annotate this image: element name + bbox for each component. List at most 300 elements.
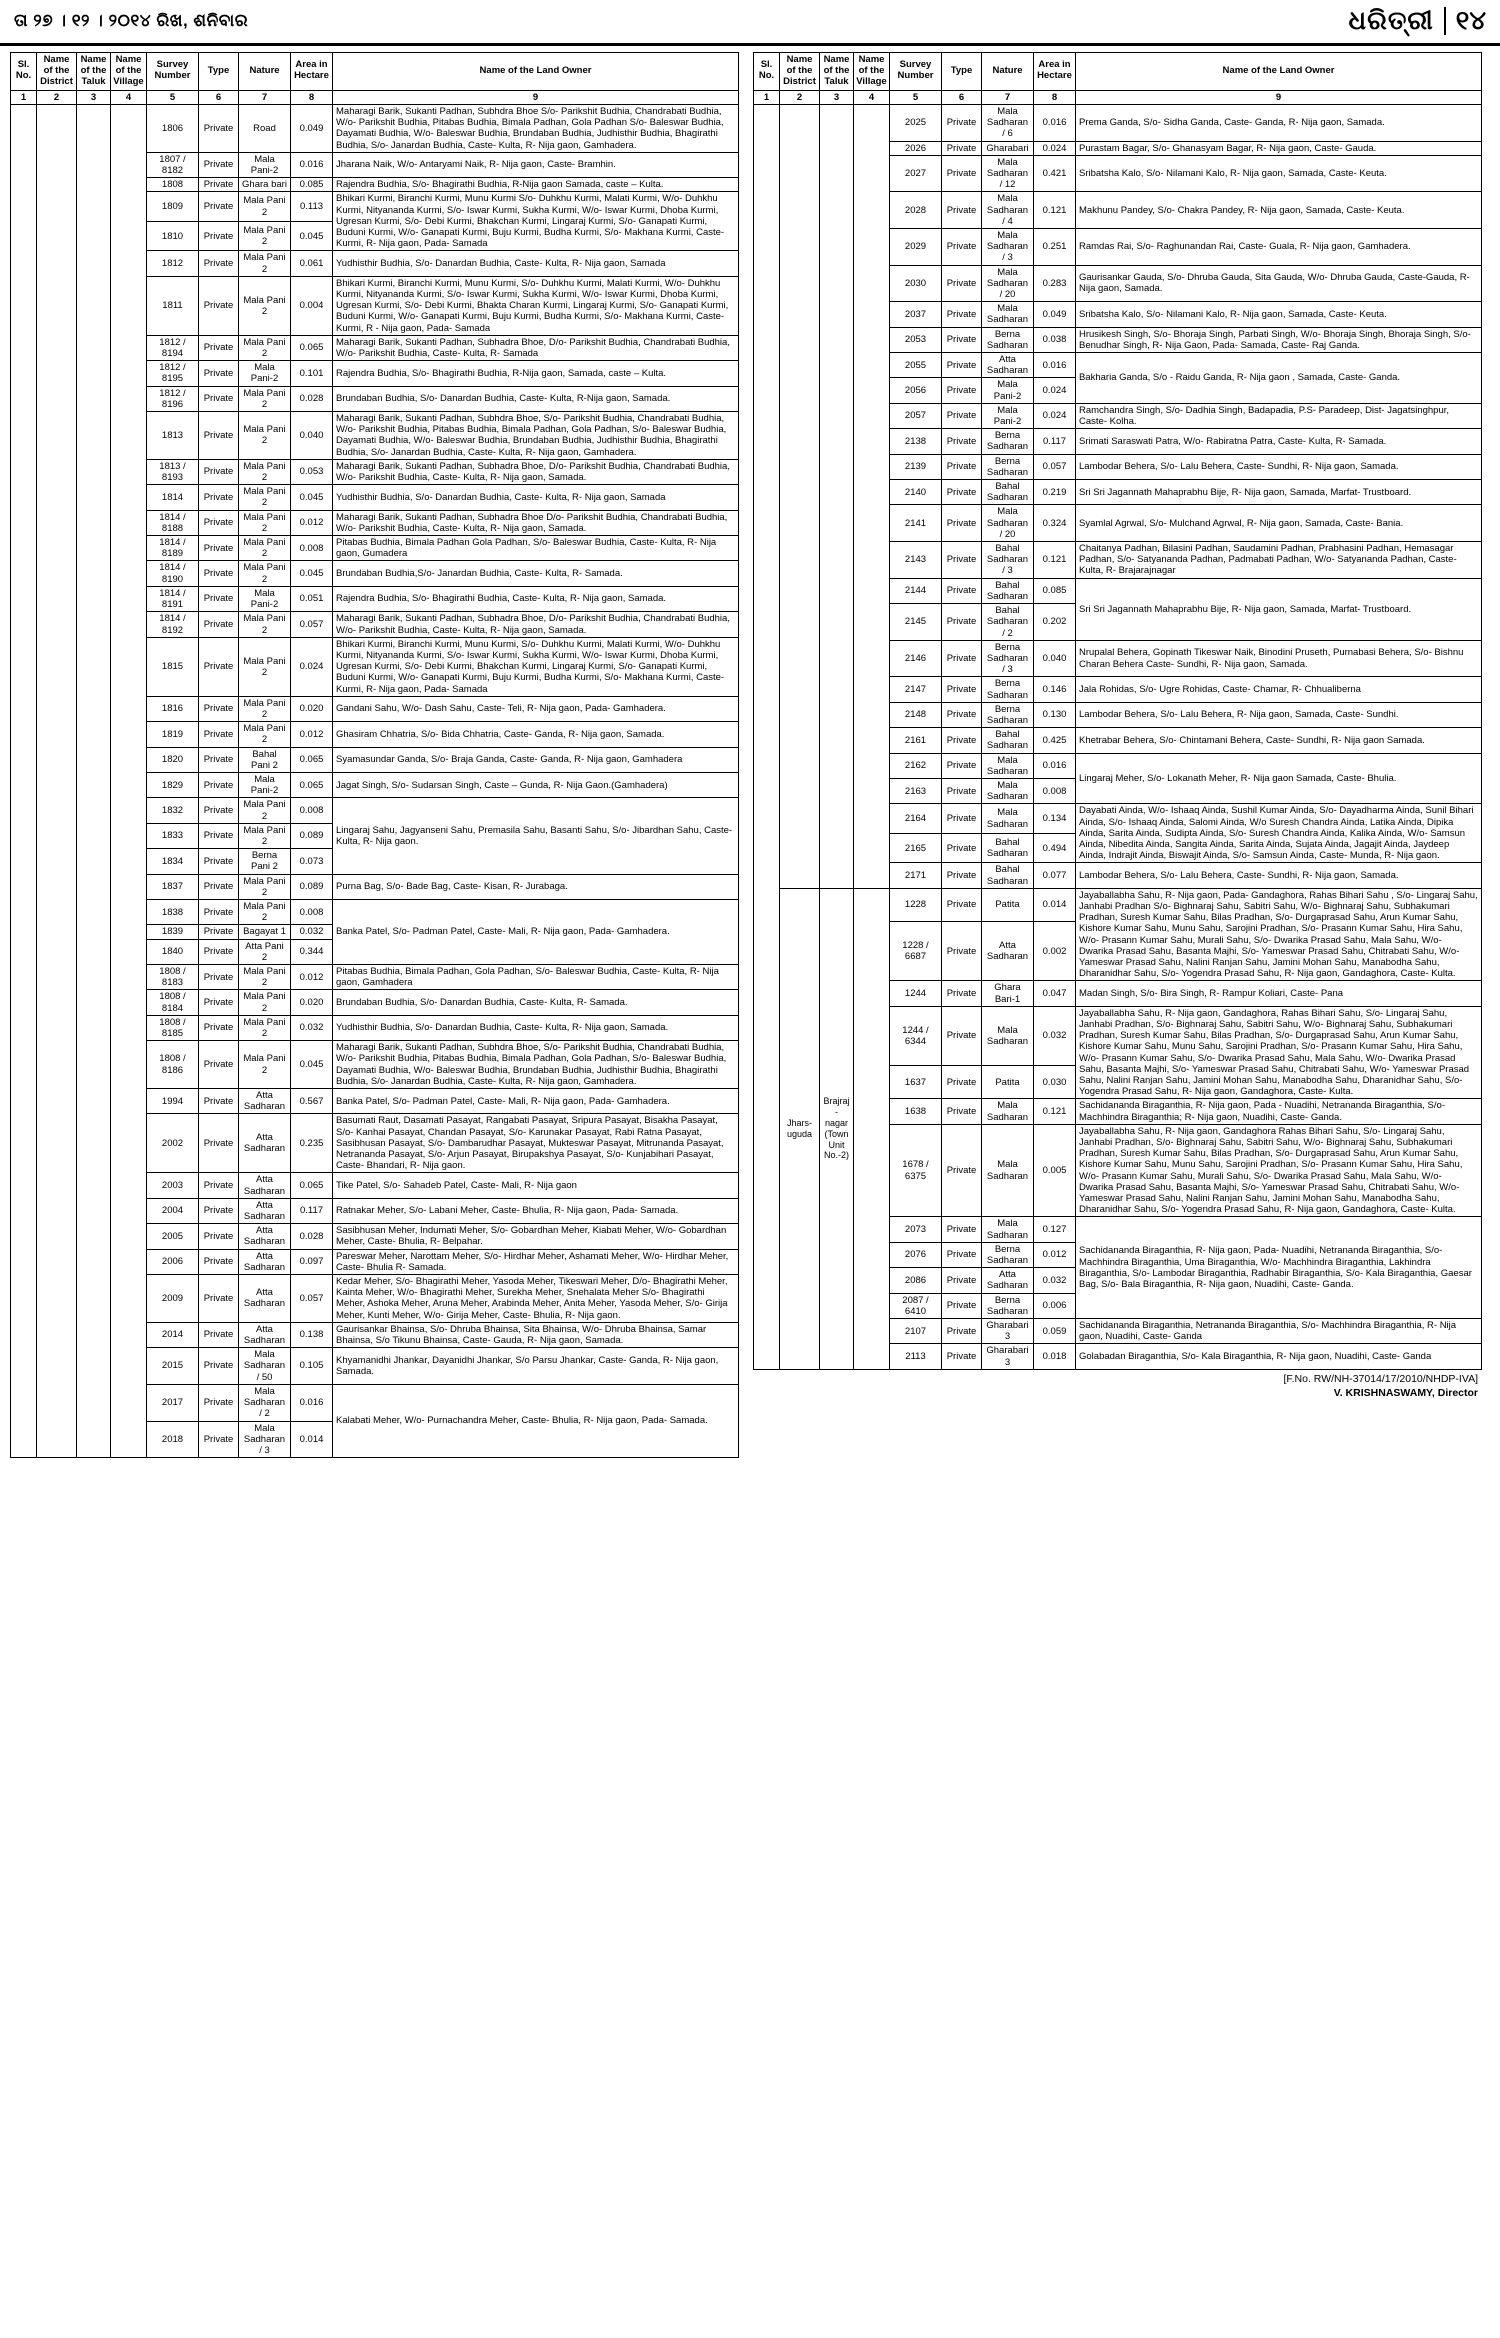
nature-cell: Bahal Sadharan / 2 [982,604,1034,641]
survey-number-cell: 1638 [890,1099,942,1124]
column-number: 6 [942,90,982,104]
area-cell: 0.065 [291,747,333,772]
type-cell: Private [942,778,982,803]
survey-number-cell: 1814 / 8189 [147,536,199,561]
survey-number-cell: 2140 [890,480,942,505]
owner-cell: Yudhisthir Budhia, S/o- Danardan Budhia, Caste- Kulta, R- Nija gaon, Samada [333,251,739,276]
taluk-cell [820,104,854,888]
type-cell: Private [199,990,239,1015]
survey-number-cell: 2171 [890,863,942,888]
owner-cell: Maharagi Barik, Sukanti Padhan, Subhadra Bhoe, D/o- Parikshit Budhia, Chandrabati Budhia, W/o- Parikshit Budhia, Caste- Kulta, R- Samada [333,335,739,360]
survey-number-cell: 1814 / 8191 [147,586,199,611]
area-cell: 0.018 [1034,1344,1076,1369]
owner-cell: Gaurisankar Gauda, S/o- Dhruba Gauda, Sita Gauda, W/o- Dhruba Gauda, Caste-Gauda, R- Nija gaon, Samada. [1076,265,1482,302]
type-cell: Private [199,536,239,561]
area-cell: 0.061 [291,251,333,276]
nature-cell: Mala Pani 2 [239,696,291,721]
column-number: 1 [754,90,780,104]
survey-number-cell: 2164 [890,804,942,834]
nature-cell: Mala Pani 2 [239,798,291,823]
survey-number-cell: 1678 / 6375 [890,1124,942,1217]
area-cell: 0.089 [291,874,333,899]
owner-cell: Rajendra Budhia, S/o- Bhagirathi Budhia, Caste- Kulta, R- Nija gaon, Samada. [333,586,739,611]
area-cell: 0.012 [291,964,333,989]
nature-cell: Road [239,104,291,152]
type-cell: Private [942,1268,982,1293]
type-cell: Private [942,604,982,641]
survey-number-cell: 2015 [147,1348,199,1385]
district-cell [780,104,820,888]
nature-cell: Gharabari [982,141,1034,155]
area-cell: 0.235 [291,1114,333,1173]
type-cell: Private [942,1066,982,1099]
table-row [754,104,1482,141]
area-cell: 0.283 [1034,265,1076,302]
survey-number-cell: 2076 [890,1242,942,1267]
type-cell: Private [199,1348,239,1385]
nature-cell: Mala Sadharan [982,804,1034,834]
area-cell: 0.024 [1034,403,1076,428]
area-cell: 0.006 [1034,1293,1076,1318]
column-number: 9 [333,90,739,104]
nature-cell: Mala Sadharan / 4 [982,192,1034,229]
survey-number-cell: 1816 [147,696,199,721]
nature-cell: Mala Sadharan [982,778,1034,803]
owner-cell: Chaitanya Padhan, Bilasini Padhan, Saudamini Padhan, Prabhasini Padhan, Hemasagar Padhan, S/o- Satyananda Padhan, Padmabati Padhan, W/o- Satyananda Padhan, Caste- Kulta, R- Brajarajnagar [1076,542,1482,579]
tables-container [0,46,1500,1458]
owner-cell: Maharagi Barik, Sukanti Padhan, Subhadra Bhoe, D/o- Parikshit Budhia, Chandrabati Budhia, W/o- Parikshit Budhia, Caste- Kulta, R- Nija gaon, Samada. [333,459,739,484]
area-cell: 0.016 [1034,104,1076,141]
masthead [0,0,1500,46]
type-cell: Private [942,921,982,980]
nature-cell: Berna Sadharan [982,429,1034,454]
area-cell: 0.024 [1034,378,1076,403]
area-cell: 0.059 [1034,1319,1076,1344]
nature-cell: Berna Sadharan [982,1293,1034,1318]
column-header: Type [942,53,982,91]
owner-cell: Jayaballabha Sahu, R- Nija gaon, Gandaghora, Rahas Bihari Sahu, S/o- Lingaraj Sahu, Janhabi Pradhan, S/o- Bighnaraj Sahu, Sabitri Sahu, W/o- Bighnaraj Sahu, Subhakumari Pradhan, Suresh Kumar Sahu, Bilas Pradhan, S/o- Durgaprasad Sahu, Arun Kumar Sahu, Kishore Kumar Sahu, Munu Sahu, Sarojini Pradhan, S/o- Prasann Kumar Sahu, Hira Sahu, W/o- Prasann Kumar Sahu, S/o- Dwarika Prasad Sahu, Mala Sahu, W/o- Dwarika Prasad Sahu, Basanta Majhi, S/o- Yameswar Prasad Sahu, Chitrabati Sahu, W/o- Yameswar Prasad Sahu, Nalini Ranjan Sahu, Jamini Mohan Sahu, Manabodha Sahu, Dharanidhar Sahu, S/o- Yogendra Prasad Sahu, R- Nija gaon, Gandaghora, Caste- Kulta. [1076,1006,1482,1099]
newspaper-logo: ଧରିତ୍ରୀ [1348,5,1434,35]
type-cell: Private [942,403,982,428]
type-cell: Private [942,578,982,603]
column-number: 2 [780,90,820,104]
area-cell: 0.020 [291,696,333,721]
survey-number-cell: 2163 [890,778,942,803]
survey-number-cell: 1814 / 8192 [147,612,199,637]
survey-number-cell: 1812 / 8195 [147,361,199,386]
area-cell: 0.251 [1034,229,1076,266]
area-cell: 0.045 [291,561,333,586]
nature-cell: Atta Pani 2 [239,939,291,964]
type-cell: Private [942,702,982,727]
nature-cell: Ghara Bari-1 [982,981,1034,1006]
survey-number-cell: 2004 [147,1198,199,1223]
survey-number-cell: 2143 [890,542,942,579]
column-header: Survey Number [147,53,199,91]
type-cell: Private [199,722,239,747]
nature-cell: Berna Sadharan [982,327,1034,352]
area-cell: 0.028 [291,1224,333,1249]
owner-cell: Jala Rohidas, S/o- Ugre Rohidas, Caste- Chamar, R- Chhualiberna [1076,677,1482,702]
area-cell: 0.121 [1034,192,1076,229]
column-number: 4 [854,90,890,104]
area-cell: 0.038 [1034,327,1076,352]
column-header: Sl. No. [754,53,780,91]
nature-cell: Mala Pani 2 [239,1041,291,1089]
nature-cell: Mala Pani 2 [239,386,291,411]
type-cell: Private [199,459,239,484]
nature-cell: Mala Pani 2 [239,874,291,899]
type-cell: Private [942,229,982,266]
type-cell: Private [942,454,982,479]
area-cell: 0.121 [1034,1099,1076,1124]
owner-cell: Jayaballabha Sahu, R- Nija gaon, Gandaghora Rahas Bihari Sahu, S/o- Lingaraj Sahu, Janhabi Pradhan, S/o- Bighnaraj Sahu, Sabitri Sahu, W/o- Bighnaraj Sahu, Subhakumari Pradhan, Suresh Kumar Sahu, Bilas Pradhan, S/o- Durgaprasad Sahu, Arun Kumar Sahu, Kishore Kumar Sahu, Munu Sahu, Sarojini Pradhan, S/o- Prasann Kumar Sahu, Hira Sahu, W/o- Prasann Kumar Sahu, Murali Sahu, S/o- Dwarika Prasad Sahu, Mala Sahu, W/o- Dwarika Prasad Sahu, Basanta Majhi, S/o- Yameswar Prasad Sahu, Chitrabati Sahu, W/o- Yameswar Prasad Sahu, Nalini Ranjan Sahu, Jamini Mohan Sahu, Manabodha Sahu, Dharanidhar Sahu, S/o- Yogendra Prasad Sahu, R- Nija gaon, Gandaghora, Caste- Kulta. [1076,1124,1482,1217]
type-cell: Private [199,1275,239,1323]
owner-cell: Purna Bag, S/o- Bade Bag, Caste- Kisan, R- Jurabaga. [333,874,739,899]
nature-cell: Mala Sadharan [982,753,1034,778]
type-cell: Private [199,964,239,989]
right-column [753,52,1482,1400]
owner-cell: Pitabas Budhia, Bimala Padhan Gola Padhan, S/o- Baleswar Budhia, Caste- Kulta, R- Nija gaon, Gumadera [333,536,739,561]
survey-number-cell: 1813 / 8193 [147,459,199,484]
area-cell: 0.077 [1034,863,1076,888]
masthead-brand-block [1349,5,1486,37]
type-cell: Private [199,798,239,823]
survey-number-cell: 2037 [890,302,942,327]
type-cell: Private [942,863,982,888]
area-cell: 0.012 [291,510,333,535]
owner-cell: Rajendra Budhia, S/o- Bhagirathi Budhia, R-Nija gaon, Samada, caste – Kulta. [333,361,739,386]
survey-number-cell: 1809 [147,192,199,222]
owner-cell: Jagat Singh, S/o- Sudarsan Singh, Caste – Gunda, R- Nija Gaon.(Gamhadera) [333,772,739,797]
owner-cell: Sribatsha Kalo, S/o- Nilamani Kalo, R- Nija gaon, Samada, Caste- Keuta. [1076,155,1482,192]
village-cell [854,888,890,1369]
type-cell: Private [199,899,239,924]
owner-cell: Maharagi Barik, Sukanti Padhan, Subhadra Bhoe D/o- Parikshit Budhia, Chandrabati Budhia, W/o- Parikshit Budhia, Caste- Kulta, R- Nija gaon, Samada. [333,510,739,535]
nature-cell: Mala Pani-2 [239,152,291,177]
type-cell: Private [942,1319,982,1344]
area-cell: 0.045 [291,1041,333,1089]
survey-number-cell: 1808 / 8186 [147,1041,199,1089]
survey-number-cell: 2161 [890,728,942,753]
nature-cell: Berna Sadharan [982,1242,1034,1267]
nature-cell: Mala Sadharan / 20 [982,505,1034,542]
area-cell: 0.016 [1034,353,1076,378]
nature-cell: Mala Pani 2 [239,1015,291,1040]
type-cell: Private [199,1224,239,1249]
survey-number-cell: 2148 [890,702,942,727]
owner-cell: Golabadan Biraganthia, S/o- Kala Biraganthia, R- Nija gaon, Nuadihi, Caste- Ganda [1076,1344,1482,1369]
nature-cell: Mala Pani 2 [239,251,291,276]
type-cell: Private [942,1344,982,1369]
nature-cell: Mala Pani 2 [239,964,291,989]
nature-cell: Bahal Sadharan [982,863,1034,888]
owner-cell: Sribatsha Kalo, S/o- Nilamani Kalo, R- Nija gaon, Samada, Caste- Keuta. [1076,302,1482,327]
type-cell: Private [199,1015,239,1040]
type-cell: Private [942,141,982,155]
owner-cell: Lingaraj Sahu, Jagyanseni Sahu, Premasila Sahu, Basanti Sahu, S/o- Jibardhan Sahu, Caste- Kulta, R- Nija gaon. [333,798,739,874]
owner-cell: Sachidananda Biraganthia, Netrananda Biraganthia, S/o- Machhindra Biraganthia, R- Nija gaon, Nuadihi, Caste- Ganda [1076,1319,1482,1344]
survey-number-cell: 1637 [890,1066,942,1099]
column-number: 4 [111,90,147,104]
survey-number-cell: 2057 [890,403,942,428]
owner-cell: Maharagi Barik, Sukanti Padhan, Subhadra Bhoe, D/o- Parikshit Budhia, Chandrabati Budhia, W/o- Parikshit Budhia, Caste- Kulta, R- Nija gaon, Samada. [333,612,739,637]
type-cell: Private [942,1217,982,1242]
area-cell: 0.045 [291,485,333,510]
nature-cell: Mala Pani-2 [239,586,291,611]
area-cell: 0.004 [291,276,333,335]
type-cell: Private [199,152,239,177]
nature-cell: Gharabari 3 [982,1319,1034,1344]
type-cell: Private [199,1089,239,1114]
column-header: Name of the Village [111,53,147,91]
owner-cell: Kalabati Meher, W/o- Purnachandra Meher, Caste- Bhulia, R- Nija gaon, Pada- Samada. [333,1384,739,1457]
survey-number-cell: 1840 [147,939,199,964]
area-cell: 0.028 [291,386,333,411]
column-header: Name of the District [37,53,77,91]
type-cell: Private [199,1041,239,1089]
owner-cell: Sasibhusan Meher, Indumati Meher, S/o- Gobardhan Meher, Kiabati Meher, W/o- Gobardhan Meher, Caste- Bhulia, R- Belpahar. [333,1224,739,1249]
type-cell: Private [199,251,239,276]
type-cell: Private [199,1384,239,1421]
area-cell: 0.085 [1034,578,1076,603]
owner-cell: Madan Singh, S/o- Bira Singh, R- Rampur Koliari, Caste- Pana [1076,981,1482,1006]
area-cell: 0.047 [1034,981,1076,1006]
survey-number-cell: 2162 [890,753,942,778]
survey-number-cell: 2147 [890,677,942,702]
area-cell: 0.057 [291,612,333,637]
survey-number-cell: 1228 / 6687 [890,921,942,980]
column-header: Area in Hectare [1034,53,1076,91]
type-cell: Private [942,429,982,454]
type-cell: Private [199,1322,239,1347]
survey-number-cell: 1244 / 6344 [890,1006,942,1065]
area-cell: 0.121 [1034,542,1076,579]
area-cell: 0.065 [291,772,333,797]
land-owner-table-right [753,52,1482,1370]
header-row [11,53,739,91]
type-cell: Private [199,1198,239,1223]
type-cell: Private [199,1114,239,1173]
area-cell: 0.032 [1034,1268,1076,1293]
owner-cell: Kedar Meher, S/o- Bhagirathi Meher, Yasoda Meher, Tikeswari Meher, D/o- Bhagirathi Meher, Kainta Meher, W/o- Bhagirathi Meher, Surekha Meher, Snehalata Meher S/o- Bhagirathi Meher, Ashoka Meher, Aruna Meher, Arabinda Meher, Anita Meher, Yasoda Meher, S/o- Girija Meher, Kunti Meher, W/o- Girija Meher, Caste- Bhulia, R- Nija gaon. [333,1275,739,1323]
type-cell: Private [199,221,239,251]
survey-number-cell: 1812 [147,251,199,276]
survey-number-cell: 2027 [890,155,942,192]
type-cell: Private [199,1421,239,1458]
survey-number-cell: 2053 [890,327,942,352]
column-header: Name of the District [780,53,820,91]
survey-number-cell: 2146 [890,640,942,677]
owner-cell: Hrusikesh Singh, S/o- Bhoraja Singh, Parbati Singh, W/o- Bhoraja Singh, Bhoraja Singh, S/o- Benudhar Singh, R- Nija Gaon, Pada- Samada, Caste- Raj Ganda. [1076,327,1482,352]
area-cell: 0.138 [291,1322,333,1347]
survey-number-cell: 2018 [147,1421,199,1458]
column-number-row [754,90,1482,104]
nature-cell: Mala Pani 2 [239,335,291,360]
owner-cell: Sri Sri Jagannath Mahaprabhu Bije, R- Nija gaon, Samada, Marfat- Trustboard. [1076,480,1482,505]
survey-number-cell: 1820 [147,747,199,772]
area-cell: 0.494 [1034,833,1076,863]
type-cell: Private [199,747,239,772]
type-cell: Private [942,1006,982,1065]
owner-cell: Purastam Bagar, S/o- Ghanasyam Bagar, R- Nija gaon, Caste- Gauda. [1076,141,1482,155]
type-cell: Private [199,1173,239,1198]
nature-cell: Atta Sadharan [982,921,1034,980]
column-header: Nature [239,53,291,91]
nature-cell: Mala Pani-2 [982,378,1034,403]
survey-number-cell: 2014 [147,1322,199,1347]
area-cell: 0.049 [1034,302,1076,327]
column-header: Nature [982,53,1034,91]
nature-cell: Mala Sadharan / 6 [982,104,1034,141]
masthead-divider-rule [1444,7,1446,35]
nature-cell: Mala Sadharan [982,1099,1034,1124]
survey-number-cell: 2030 [890,265,942,302]
nature-cell: Berna Sadharan [982,702,1034,727]
type-cell: Private [199,104,239,152]
area-cell: 0.130 [1034,702,1076,727]
owner-cell: Brundaban Budhia, S/o- Danardan Budhia, Caste- Kulta, R-Nija gaon, Samada. [333,386,739,411]
column-header: Name of the Land Owner [333,53,739,91]
area-cell: 0.134 [1034,804,1076,834]
land-owner-table-left [10,52,739,1458]
header-row [754,53,1482,91]
column-header: Area in Hectare [291,53,333,91]
nature-cell: Bahal Pani 2 [239,747,291,772]
area-cell: 0.117 [1034,429,1076,454]
type-cell: Private [199,510,239,535]
area-cell: 0.425 [1034,728,1076,753]
owner-cell: Khetrabar Behera, S/o- Chintamani Behera, Caste- Sundhi, R- Nija gaon Samada. [1076,728,1482,753]
survey-number-cell: 1833 [147,823,199,848]
type-cell: Private [942,677,982,702]
area-cell: 0.065 [291,335,333,360]
owner-cell: Lingaraj Meher, S/o- Lokanath Meher, R- Nija gaon Samada, Caste- Bhulia. [1076,753,1482,804]
survey-number-cell: 1811 [147,276,199,335]
survey-number-cell: 2025 [890,104,942,141]
nature-cell: Atta Sadharan [239,1173,291,1198]
nature-cell: Berna Sadharan [982,677,1034,702]
survey-number-cell: 2113 [890,1344,942,1369]
area-cell: 0.146 [1034,677,1076,702]
nature-cell: Berna Sadharan / 3 [982,640,1034,677]
column-number: 6 [199,90,239,104]
district-cell: Jhars- uguda [780,888,820,1369]
nature-cell: Mala Pani 2 [239,899,291,924]
nature-cell: Ghara bari [239,178,291,192]
nature-cell: Atta Sadharan [239,1275,291,1323]
owner-cell: Brundaban Budhia, S/o- Danardan Budhia, Caste- Kulta, R- Samada. [333,990,739,1015]
nature-cell: Atta Sadharan [982,1268,1034,1293]
area-cell: 0.101 [291,361,333,386]
area-cell: 0.032 [1034,1006,1076,1065]
owner-cell: Yudhisthir Budhia, S/o- Danardan Budhia, Caste- Kulta, R- Nija gaon, Samada. [333,1015,739,1040]
type-cell: Private [942,327,982,352]
nature-cell: Mala Pani 2 [239,459,291,484]
survey-number-cell: 2107 [890,1319,942,1344]
nature-cell: Mala Sadharan / 50 [239,1348,291,1385]
column-header: Survey Number [890,53,942,91]
nature-cell: Mala Pani 2 [239,990,291,1015]
area-cell: 0.032 [291,925,333,939]
nature-cell: Mala Sadharan / 20 [982,265,1034,302]
date-line: ତା ୨୭ । ୧୨ । ୨୦୧୪ ରିଖ, ଶନିବାର [14,11,249,30]
survey-number-cell: 1808 / 8184 [147,990,199,1015]
owner-cell: Ramchandra Singh, S/o- Dadhia Singh, Badapadia, P.S- Paradeep, Dist- Jagatsinghpur, Caste- Kolha. [1076,403,1482,428]
nature-cell: Bagayat 1 [239,925,291,939]
type-cell: Private [942,353,982,378]
area-cell: 0.344 [291,939,333,964]
area-cell: 0.008 [1034,778,1076,803]
type-cell: Private [199,823,239,848]
owner-cell: Lambodar Behera, S/o- Lalu Behera, Caste- Sundhi, R- Nija gaon, Samada. [1076,454,1482,479]
owner-cell: Maharagi Barik, Sukanti Padhan, Subhdra Bhoe S/o- Parikshit Budhia, Chandrabati Budhia, W/o- Parikshit Budhia, Pitabas Budhia, Bimala Padhan, Gola Padhan S/o- Baleswar Budhia, Dayamati Budhia, W/o- Baleswar Budhia, Brundaban Budhia, Judhisthir Budhia, Bhagirathi Budhia, S/o- Janardan Budhia, Caste- Kulta, R- Nija gaon, Gamhadera. [333,104,739,152]
owner-cell: Banka Patel, S/o- Padman Patel, Caste- Mali, R- Nija gaon, Pada- Gamhadera. [333,899,739,964]
area-cell: 0.049 [291,104,333,152]
column-number: 5 [147,90,199,104]
nature-cell: Atta Sadharan [239,1322,291,1347]
survey-number-cell: 2029 [890,229,942,266]
type-cell: Private [942,1242,982,1267]
column-header: Name of the Land Owner [1076,53,1482,91]
area-cell: 0.117 [291,1198,333,1223]
owner-cell: Ratnakar Meher, S/o- Labani Meher, Caste- Bhulia, R- Nija gaon, Pada- Samada. [333,1198,739,1223]
owner-cell: Ghasiram Chhatria, S/o- Bida Chhatria, Caste- Ganda, R- Nija gaon, Samada. [333,722,739,747]
survey-number-cell: 2055 [890,353,942,378]
nature-cell: Atta Sadharan [239,1089,291,1114]
nature-cell: Mala Sadharan [982,302,1034,327]
survey-number-cell: 1808 [147,178,199,192]
owner-cell: Bhikari Kurmi, Biranchi Kurmi, Munu Kurmi, S/o- Duhkhu Kurmi, Malati Kurmi, W/o- Duhkhu Kurmi, Nityananda Kurmi, S/o- Iswar Kurmi, Sukha Kurmi, W/o- Iswar Kurmi, Dhoba Kurmi, Ugresan Kurmi, S/o- Debi Kurmi, Bhakchan Kurmi, Lingaraj Kurmi, S/o- Ganapati Kurmi, Buduni Kurmi, W/o- Ganapati Kurmi, Buju Kurmi, Budha Kurmi, S/o- Makhana Kurmi, Caste- Kurmi, R- Nija gaon, Pada- Samada [333,637,739,696]
owner-cell: Bakharia Ganda, S/o - Raidu Ganda, R- Nija gaon , Samada, Caste- Ganda. [1076,353,1482,404]
area-cell: 0.002 [1034,921,1076,980]
taluk-cell [77,104,111,1457]
survey-number-cell: 1810 [147,221,199,251]
type-cell: Private [942,833,982,863]
column-number: 8 [1034,90,1076,104]
nature-cell: Mala Pani 2 [239,221,291,251]
type-cell: Private [942,104,982,141]
survey-number-cell: 1814 / 8188 [147,510,199,535]
survey-number-cell: 2003 [147,1173,199,1198]
type-cell: Private [942,505,982,542]
area-cell: 0.040 [291,412,333,460]
type-cell: Private [199,925,239,939]
table-row [11,104,739,152]
nature-cell: Mala Pani-2 [239,361,291,386]
area-cell: 0.219 [1034,480,1076,505]
owner-cell: Jharana Naik, W/o- Antaryami Naik, R- Nija gaon, Caste- Bramhin. [333,152,739,177]
area-cell: 0.008 [291,536,333,561]
area-cell: 0.020 [291,990,333,1015]
area-cell: 0.421 [1034,155,1076,192]
area-cell: 0.040 [1034,640,1076,677]
owner-cell: Jayaballabha Sahu, R- Nija gaon, Pada- Gandaghora, Rahas Bihari Sahu , S/o- Lingaraj Sahu, Janhabi Pradhan S/o- Bighnaraj Sahu, Sabitri Sahu, W/o- Bighnaraj Sahu, Subhakumari Pradhan, Suresh Kumar Sahu, Bilas Pradhan, S/o- Durgaprasad Sahu, Arun Kumar Sahu, Kishore Kumar Sahu, Munu Sahu, Sarojini Pradhan, S/o- Prasann Kumar Sahu, Hira Sahu, W/o- Prasann Kumar Sahu, Murali Sahu, S/o- Dwarika Prasad Sahu, Mala Sahu, W/o- Dwarika Prasad Sahu, Basanta Majhi, S/o- Yameswar Prasad Sahu, Chitrabati Sahu, W/o- Yameswar Prasad Sahu, Nalini Ranjan Sahu, Jamini Mohan Sahu, Manabodha Sahu, Dharanidhar Sahu, S/o- Yogendra Prasad Sahu, R- Nija gaon, Gandaghora, Caste- Kulta. [1076,888,1482,981]
survey-number-cell: 2073 [890,1217,942,1242]
table-row [754,888,1482,921]
owner-cell: Maharagi Barik, Sukanti Padhan, Subhdra Bhoe, S/o- Parikshit Budhia, Chandrabati Budhia, W/o- Parikshit Budhia, Pitabas Budhia, Bimala Padhan, Gola Padhan, S/o- Baleswar Budhia, Dayamati Budhia, W/o- Baleswar Budhia, Brundaban Budhia, Judhisthir Budhia, Bhagirathi Budhia, S/o- Janardan Budhia, Caste- Kulta, R- Nija gaon, Gamhadera. [333,1041,739,1089]
area-cell: 0.016 [291,1384,333,1421]
area-cell: 0.024 [291,637,333,696]
nature-cell: Bahal Sadharan [982,480,1034,505]
area-cell: 0.127 [1034,1217,1076,1242]
survey-number-cell: 1806 [147,104,199,152]
survey-number-cell: 2002 [147,1114,199,1173]
survey-number-cell: 2144 [890,578,942,603]
nature-cell: Atta Sadharan [239,1114,291,1173]
owner-cell: Pareswar Meher, Narottam Meher, S/o- Hirdhar Meher, Ashamati Meher, W/o- Hirdhar Meher, Caste- Bhulia R- Samada. [333,1249,739,1274]
nature-cell: Bahal Sadharan / 3 [982,542,1034,579]
